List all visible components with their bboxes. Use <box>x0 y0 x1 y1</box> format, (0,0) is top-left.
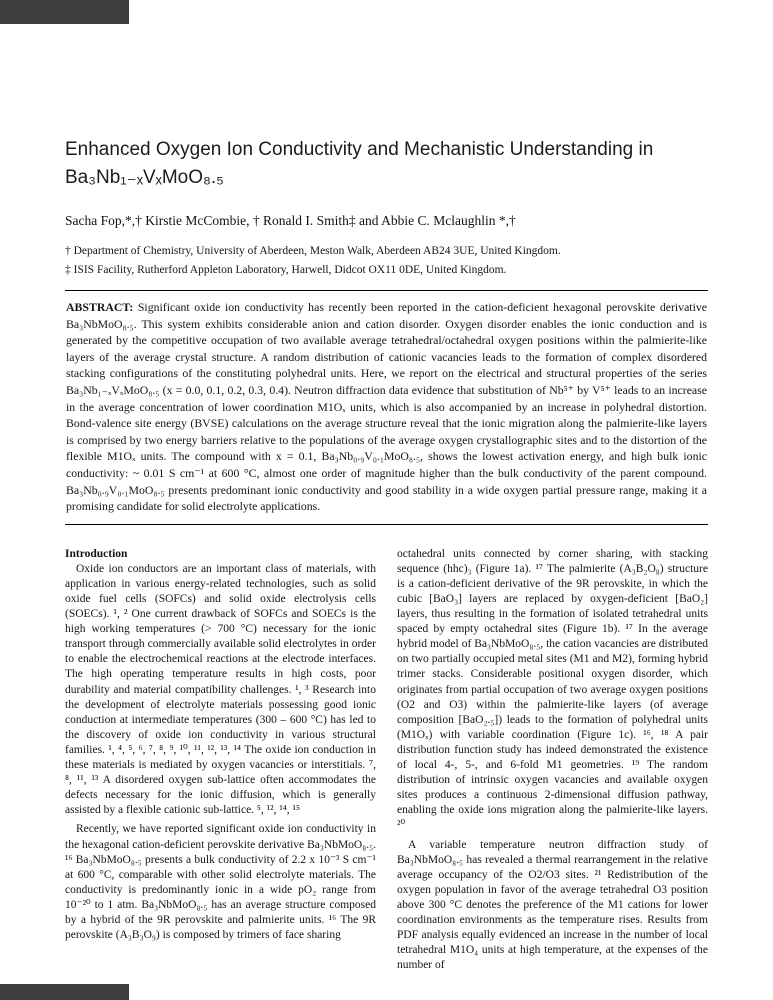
body-paragraph-4: A variable temperature neutron diffraction study of Ba₃NbMoO₈.₅ has revealed a thermal rearrangement in the relative average occupancy of the O2/O3 sites. ²¹ Redistribution of the oxygen population in favor of the average tetrahedral O3 position above 300 °C denotes the preference of the M1 cations for lower coordination environments as the temperature rises. Results from PDF analysis equally evidenced an increase in the number of local tetrahedral M1O₄ units at high temperature, at the expenses of the number of <box>397 838 708 972</box>
abstract-section <box>65 290 708 525</box>
abstract-label: ABSTRACT: <box>66 300 134 314</box>
affiliation-isis-facility: ‡ ISIS Facility, Rutherford Appleton Laboratory, Harwell, Didcot OX11 0DE, United Kingdom. <box>65 264 507 276</box>
left-column <box>65 547 376 974</box>
body-paragraph-3: octahedral units connected by corner sharing, with stacking sequence (hhc)₃ (Figure 1a). ¹⁷ The palmierite (A₃B₂O₈) structure is a cation-deficient derivative of the 9R perovskite, in which the cubic [BaO₃] layers are replaced by oxygen-deficient [BaO₂] layers, thus resulting in the formation of isolated tetrahedral units spaced by empty octahedral sites (Figure 1b). ¹⁷ In the average hybrid model of Ba₃NbMoO₈.₅, the cation vacancies are distributed on two partially occupied metal sites (M1 and M2), forming hybrid trimer stacks. Considerable positional oxygen disorder, which originates from partial occupation of two average oxygen positions (O2 and O3) within the palmierite-like layers (of average composition [BaO₂.₅]) leads to the formation of polyhedral units (M1Oₓ) with variable coordination (Figure 1c). ¹⁶, ¹⁸ A pair distribution function study has indeed demonstrated the existence of local 4-, 5-, and 6-fold M1 geometries. ¹⁹ The random distribution of intrinsic oxygen vacancies and available oxygen sites produces a continuous 2-dimensional diffusion pathway, enabling the oxide ions migration along the palmierite-like layers. ²⁰ <box>397 547 708 832</box>
paper-title <box>65 136 708 192</box>
body-columns <box>65 547 708 974</box>
paper-content <box>65 136 708 973</box>
right-column <box>397 547 708 974</box>
paper-title-line1: Enhanced Oxygen Ion Conductivity and Mechanistic Understanding in <box>65 139 654 160</box>
introduction-heading: Introduction <box>65 547 128 560</box>
intro-paragraph-2: Recently, we have reported significant oxide ion conductivity in the hexagonal cation-deficient perovskite derivative Ba₃NbMoO₈.₅. ¹⁶ Ba₃NbMoO₈.₅ presents a bulk conductivity of 2.2 x 10⁻³ S cm⁻¹ at 600 °C, comparable with other solid electrolyte materials. The conductivity is predominantly ionic in a wide pO₂ range from 10⁻²⁰ to 1 atm. Ba₃NbMoO₈.₅ has an average structure composed by a hybrid of the 9R perovskite and palmierite units. ¹⁶ The 9R perovskite (A₃B₃O₉) is composed by trimers of face sharing <box>65 823 376 942</box>
top-left-dark-bar <box>0 0 129 24</box>
bottom-left-dark-bar <box>0 984 129 1000</box>
intro-paragraph-1: Oxide ion conductors are an important class of materials, with application in various energy-related technologies, such as solid oxide fuel cells (SOFCs) and solid oxide electrolysis cells (SOECs). ¹, ² One current drawback of SOFCs and SOECs is the high working temperatures (> 700 °C) necessary for the ionic transport through commercially available solid electrolytes in order to enable the electrochemical reactions at the electrode interfaces. The high operating temperature results in high costs, poor durability and material compatibility challenges. ¹, ³ Research into the development of electrolyte materials possessing good ionic conduction at intermediate temperatures (300 – 600 °C) has led to the discovery of oxide ion conductivity in various structural families. ¹, ⁴, ⁵, ⁶, ⁷, ⁸, ⁹, ¹⁰, ¹¹, ¹², ¹³, ¹⁴ The oxide ion conduction in these materials is mediated by oxygen vacancies or interstitials. ⁷, ⁸, ¹¹, ¹³ A disordered oxygen sub-lattice often accommodates the defects necessary for the ionic diffusion, which is generally assisted by a flexible cationic sub-lattice. ⁵, ¹², ¹⁴, ¹⁵ <box>65 562 376 817</box>
paper-title-line2: Ba₃Nb₁₋ₓVₓMoO₈.₅ <box>65 167 224 188</box>
authors-line: Sacha Fop,*,† Kirstie McCombie, † Ronald I. Smith‡ and Abbie C. Mclaughlin *,† <box>65 213 516 228</box>
affiliation-dept-chemistry: † Department of Chemistry, University of Aberdeen, Meston Walk, Aberdeen AB24 3UE, United Kingdom. <box>65 245 561 257</box>
affiliations-block <box>65 242 708 280</box>
abstract-text: Significant oxide ion conductivity has recently been reported in the cation-deficient hexagonal perovskite derivative Ba₃NbMoO₈.₅. This system exhibits considerable anion and cation disorder. Oxygen disorder enables the ionic conduction and is generated by the competitive occupation of two available average tetrahedral/octahedral oxygen positions within the palmierite-like layers of the average crystal structure. A random distribution of cationic vacancies leads to the formation of complex disordered stacking configurations of the constituting polyhedral units. Here, we report on the electrical and structural properties of the series Ba₃Nb₁₋ₓVₓMoO₈.₅ (x = 0.0, 0.1, 0.2, 0.3, 0.4). Neutron diffraction data evidence that substitution of Nb⁵⁺ by V⁵⁺ leads to an increase in the average concentration of lower coordination M1Oₓ units, which is also accompanied by an increase in polyhedral distortion. Bond-valence site energy (BVSE) calculations on the average structure reveal that the ionic migration along the palmierite-like layers is comprised by two energy barriers relative to the populations of the average oxygen crystallographic sites and to the distortion of the flexible M1Oₓ units. The compound with x = 0.1, Ba₃Nb₀.₉V₀.₁MoO₈.₅, shows the lowest activation energy, and high bulk ionic conductivity: ~ 0.01 S cm⁻¹ at 600 °C, almost one order of magnitude higher than the bulk conductivity of the parent compound. Ba₃Nb₀.₉V₀.₁MoO₈.₅ presents predominant ionic conductivity and good stability in a wide oxygen partial pressure range, making it a promising candidate for solid electrolyte applications. <box>66 300 707 514</box>
